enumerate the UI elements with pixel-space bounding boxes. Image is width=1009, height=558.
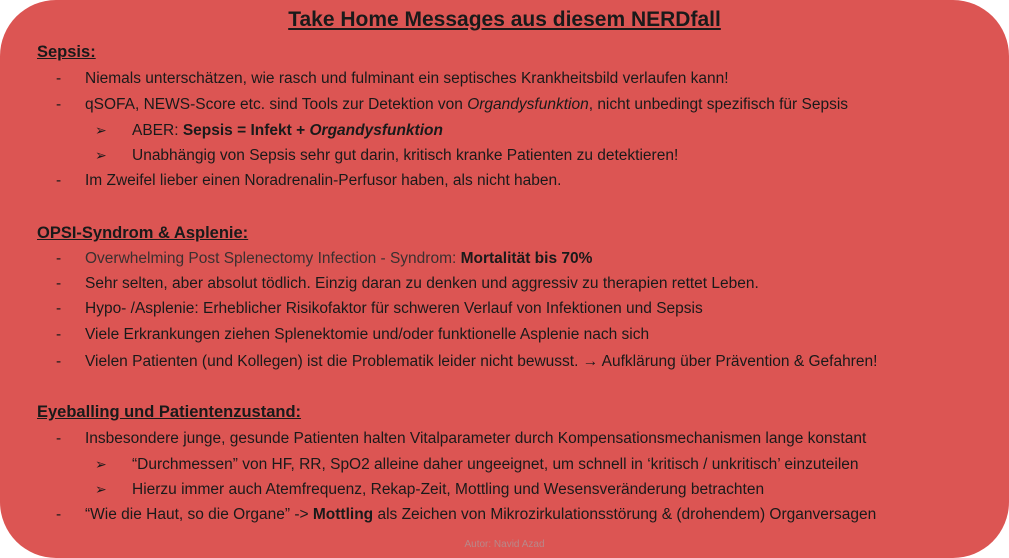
bullet-dash: - (56, 70, 62, 87)
list-item: Overwhelming Post Splenectomy Infection - Syndrom: Mortalität bis 70% (85, 250, 593, 267)
bullet-dash: - (56, 275, 62, 292)
list-item: Sehr selten, aber absolut tödlich. Einzig daran zu denken und aggressiv zu therapien rettet Leben. (85, 275, 759, 292)
list-item: Im Zweifel lieber einen Noradrenalin-Perfusor haben, als nicht haben. (85, 172, 562, 189)
list-item: qSOFA, NEWS-Score etc. sind Tools zur Detektion von Organdysfunktion, nicht unbedingt spezifisch für Sepsis (85, 96, 849, 113)
bullet-dash: - (56, 430, 62, 447)
list-item: “Wie die Haut, so die Organe” -> Mottling als Zeichen von Mikrozirkulationsstörung & (drohendem) Organversagen (85, 506, 877, 523)
arrow-bullet-icon: ➢ (95, 147, 107, 163)
author-credit: Autor: Navid Azad (464, 539, 545, 550)
bullet-dash: - (56, 326, 62, 343)
arrow-bullet-icon: ➢ (95, 456, 107, 472)
section-heading-eyeballing: Eyeballing und Patientenzustand: (37, 403, 302, 421)
list-item: Hypo- /Asplenie: Erheblicher Risikofaktor für schweren Verlauf von Infektionen und Sepsis (85, 300, 703, 317)
list-item: Unabhängig von Sepsis sehr gut darin, kritisch kranke Patienten zu detektieren! (132, 147, 679, 164)
list-item: ABER: Sepsis = Infekt + Organdysfunktion (132, 122, 443, 139)
list-item: Viele Erkrankungen ziehen Splenektomie und/oder funktionelle Asplenie nach sich (85, 326, 650, 343)
bullet-dash: - (56, 250, 62, 267)
arrow-bullet-icon: ➢ (95, 122, 107, 138)
bullet-dash: - (56, 506, 62, 523)
list-item: “Durchmessen” von HF, RR, SpO2 alleine daher ungeeignet, um schnell in ‘kritisch / unkritisch’ einzuteilen (132, 456, 859, 473)
bullet-dash: - (56, 96, 62, 113)
arrow-bullet-icon: ➢ (95, 481, 107, 497)
list-item: Hierzu immer auch Atemfrequenz, Rekap-Zeit, Mottling und Wesensveränderung betrachten (132, 481, 765, 498)
list-item: Niemals unterschätzen, wie rasch und fulminant ein septisches Krankheitsbild verlaufen kann! (85, 70, 729, 87)
section-heading-sepsis: Sepsis: (37, 43, 96, 61)
bullet-dash: - (56, 172, 62, 189)
slide-title: Take Home Messages aus diesem NERDfall (288, 8, 721, 31)
list-item: Insbesondere junge, gesunde Patienten halten Vitalparameter durch Kompensationsmechanismen lange konstant (85, 430, 867, 447)
bullet-dash: - (56, 300, 62, 317)
bullet-dash: - (56, 353, 62, 370)
list-item: Vielen Patienten (und Kollegen) ist die Problematik leider nicht bewusst. → Aufklärung über Prävention & Gefahren! (85, 353, 878, 370)
section-heading-opsi: OPSI-Syndrom & Asplenie: (37, 224, 249, 242)
